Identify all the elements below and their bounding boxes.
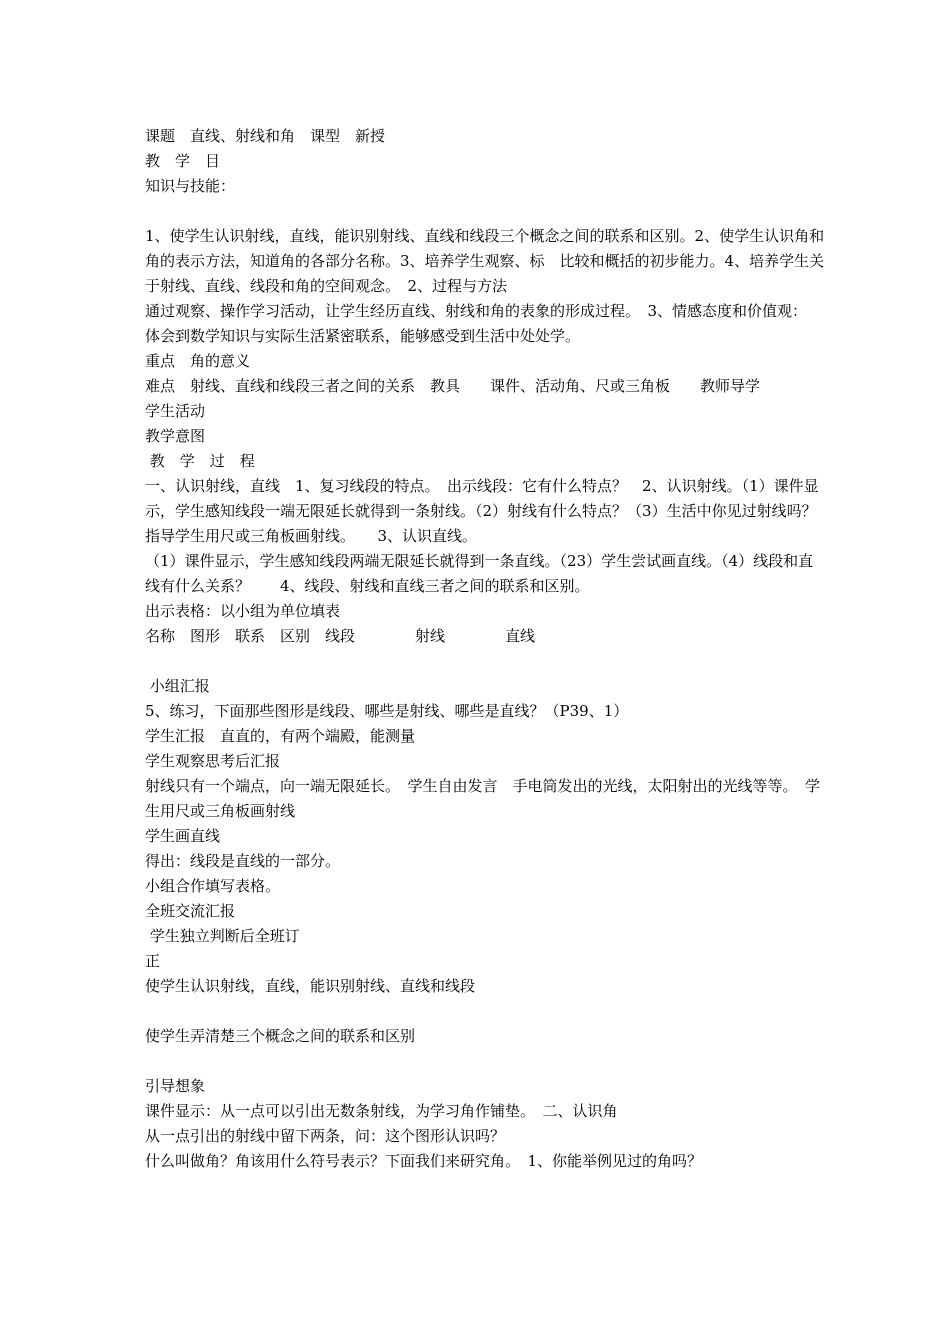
intent-clarify: 使学生弄清楚三个概念之间的联系和区别: [145, 1027, 416, 1045]
teaching-intent-heading: 教学意图: [145, 427, 206, 445]
objectives-paragraph: 1、使学生认识射线，直线，能识别射线、直线和线段三个概念之间的联系和区别。2、使学生认识角和角的表示方法，知道角的各部分名称。3、培养学生观察、标 比较和概括的初步能力。4、培养学生关于射线、直线、线段和角的空间观念。 2、过程与方法: [145, 227, 825, 295]
blank-line: [145, 999, 825, 1024]
exercise-prompt: 5、练习，下面那些图形是线段、哪些是射线、哪些是直线？（P39、1）: [145, 702, 629, 720]
guide-imagine: 引导想象: [145, 1077, 206, 1095]
blank-line: [145, 649, 825, 674]
process-method-paragraph: 通过观察、操作学习活动，让学生经历直线、射线和角的表象的形成过程。 3、情感态度和价值观：: [145, 302, 808, 320]
intent-recognize: 使学生认识射线，直线，能识别射线、直线和线段: [145, 977, 476, 995]
difficulty-and-tools: 难点 射线、直线和线段三者之间的关系 教具 课件、活动角、尺或三角板 教师导学: [145, 377, 761, 395]
student-observe-report: 学生观察思考后汇报: [145, 752, 281, 770]
angle-question: 从一点引出的射线中留下两条，问：这个图形认识吗？: [145, 1127, 506, 1145]
table-instruction: 出示表格：以小组为单位填表: [145, 602, 341, 620]
student-report-segment: 学生汇报 直直的，有两个端殿，能测量: [145, 727, 416, 745]
class-report: 全班交流汇报: [145, 902, 236, 920]
blank-line: [145, 199, 825, 224]
correction-char: 正: [145, 952, 161, 970]
conclusion-line: 得出：线段是直线的一部分。: [145, 852, 341, 870]
lines-section-paragraph: （1）课件显示，学生感知线段两端无限延长就得到一条直线。（23）学生尝试画直线。（4）线段和直线有什么关系？ 4、线段、射线和直线三者之间的联系和区别。: [145, 552, 814, 595]
student-draw-line: 学生画直线: [145, 827, 221, 845]
blank-line: [145, 1049, 825, 1074]
rays-section-paragraph: 一、认识射线，直线 1、复习线段的特点。 出示线段：它有什么特点？ 2、认识射线。（1）课件显示，学生感知线段一端无限延长就得到一条射线。（2）射线有什么特点？（3）生活中你见过射线吗？ 指导学生用尺或三角板画射线。 3、认识直线。: [145, 477, 832, 545]
table-header-row: 名称 图形 联系 区别 线段 射线 直线: [145, 627, 536, 645]
document-body: [145, 124, 832, 1174]
teaching-goals-heading: 教 学 目: [145, 152, 221, 170]
group-fill-table: 小组合作填写表格。: [145, 877, 281, 895]
teaching-process-heading: 教 学 过 程: [145, 452, 255, 470]
angle-definition-question: 什么叫做角？角该用什么符号表示？下面我们来研究角。 1、你能举例见过的角吗？: [145, 1152, 703, 1170]
independent-judgement: 学生独立判断后全班订: [145, 927, 300, 945]
group-report: 小组汇报: [145, 677, 210, 695]
angle-intro-paragraph: 课件显示：从一点可以引出无数条射线，为学习角作铺垫。 二、认识角: [145, 1102, 618, 1120]
student-activity-heading: 学生活动: [145, 402, 206, 420]
knowledge-skills-heading: 知识与技能：: [145, 177, 236, 195]
attitude-paragraph: 体会到数学知识与实际生活紧密联系，能够感受到生活中处处学。: [145, 327, 581, 345]
key-point: 重点 角的意义: [145, 352, 251, 370]
ray-description: 射线只有一个端点，向一端无限延长。 学生自由发言 手电筒发出的光线，太阳射出的光线等等。 学生用尺或三角板画射线: [145, 777, 821, 820]
lesson-header: 课题 直线、射线和角 课型 新授: [145, 127, 386, 145]
